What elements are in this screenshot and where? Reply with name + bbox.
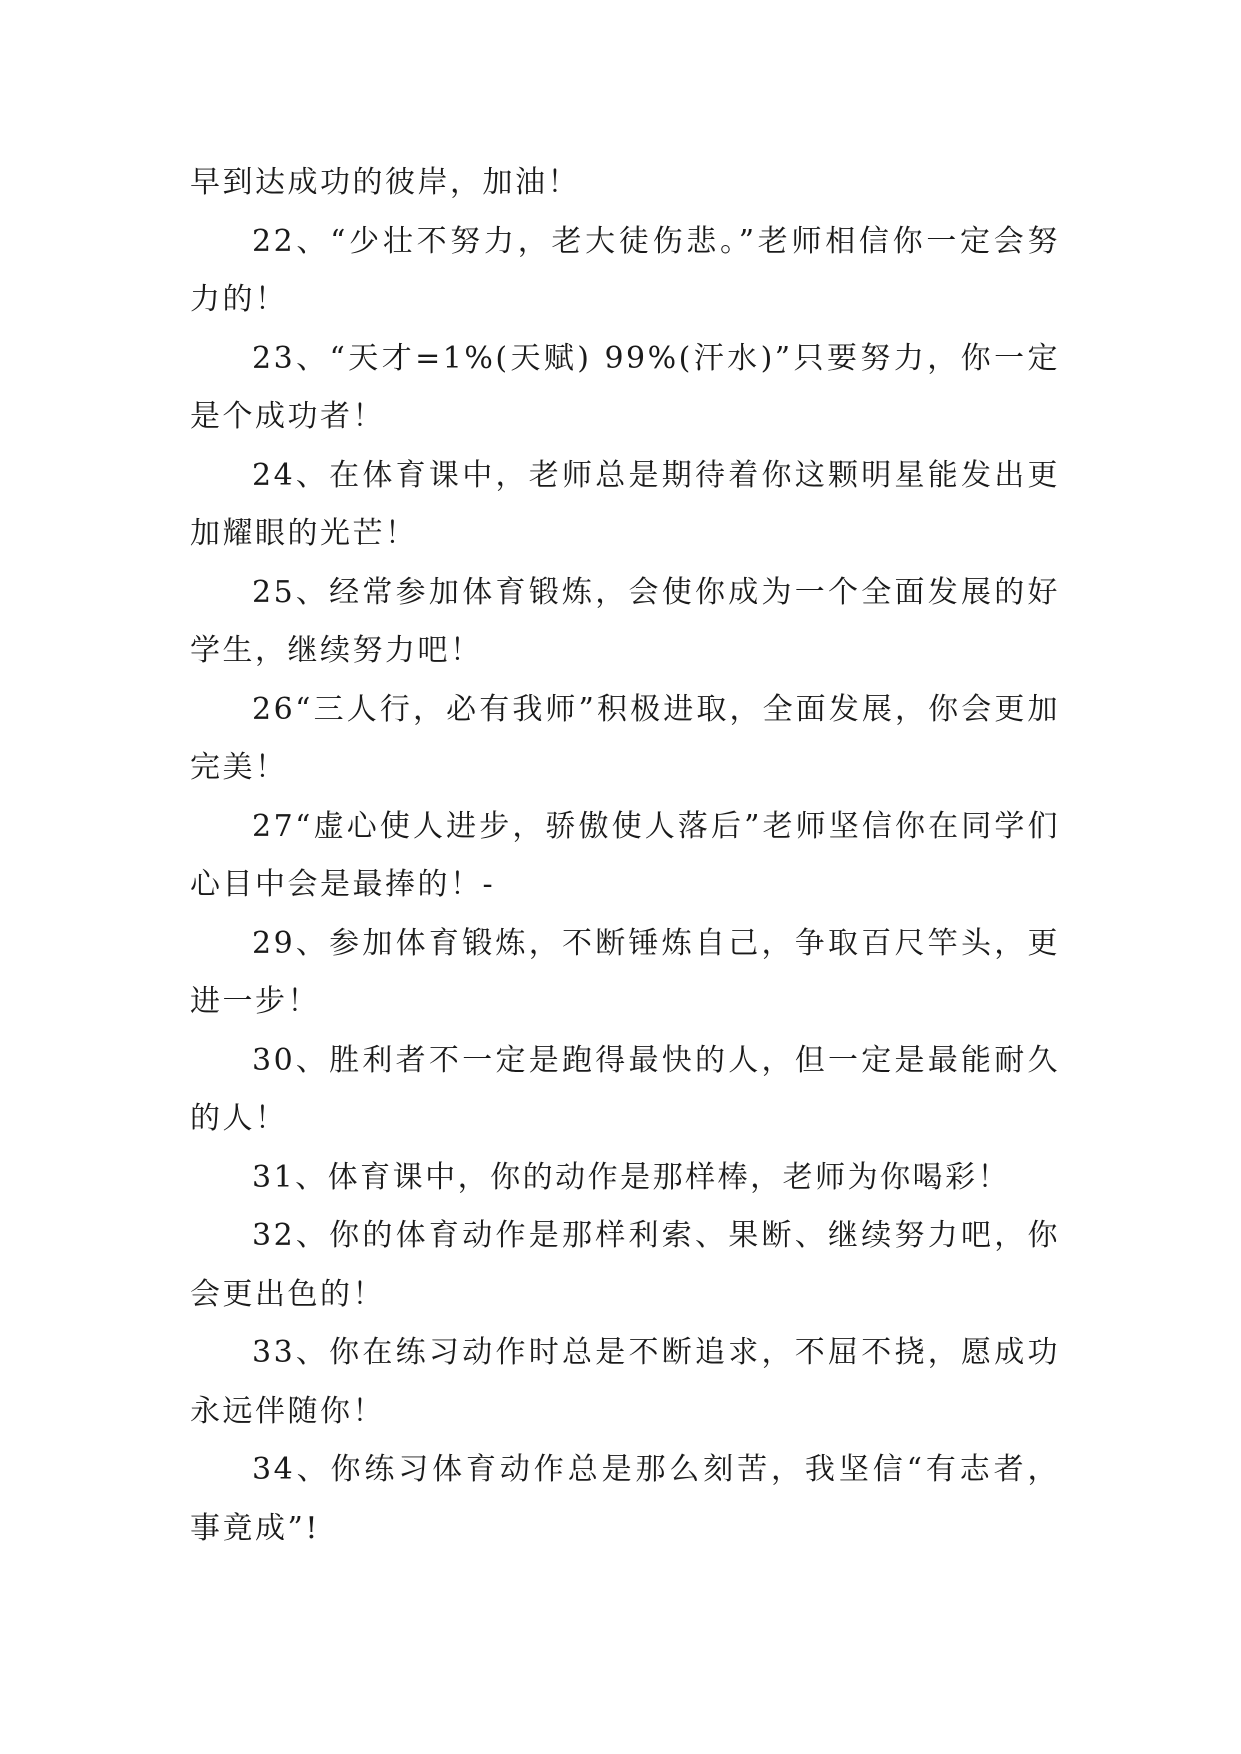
paragraph-25: 25、经常参加体育锻炼，会使你成为一个全面发展的好学生，继续努力吧！ bbox=[190, 574, 1060, 668]
paragraph-30: 30、胜利者不一定是跑得最快的人，但一定是最能耐久的人！ bbox=[190, 1042, 1060, 1136]
paragraph-23: 23、“天才=1%(天赋) 99%(汗水)”只要努力，你一定是个成功者！ bbox=[190, 340, 1060, 434]
paragraph-27: 27“虚心使人进步，骄傲使人落后”老师坚信你在同学们心目中会是最捧的！- bbox=[190, 808, 1060, 902]
paragraph-22: 22、“少壮不努力，老大徒伤悲。”老师相信你一定会努力的！ bbox=[190, 223, 1060, 317]
paragraph-32: 32、你的体育动作是那样利索、果断、继续努力吧，你会更出色的！ bbox=[190, 1218, 1060, 1312]
paragraph-29: 29、参加体育锻炼，不断锤炼自己，争取百尺竿头，更进一步！ bbox=[190, 925, 1060, 1019]
paragraph-31: 31、体育课中，你的动作是那样棒，老师为你喝彩！ bbox=[252, 1159, 1011, 1195]
paragraph-continuation: 早到达成功的彼岸，加油！ bbox=[190, 165, 580, 200]
paragraph-33: 33、你在练习动作时总是不断追求，不屈不挠，愿成功永远伴随你！ bbox=[190, 1335, 1060, 1429]
paragraph-34: 34、你练习体育动作总是那么刻苦，我坚信“有志者，事竟成”! bbox=[190, 1452, 1060, 1546]
paragraph-24: 24、在体育课中，老师总是期待着你这颗明星能发出更加耀眼的光芒！ bbox=[190, 457, 1060, 551]
document-body bbox=[190, 154, 1060, 1558]
paragraph-26: 26“三人行，必有我师”积极进取，全面发展，你会更加完美！ bbox=[190, 691, 1060, 785]
